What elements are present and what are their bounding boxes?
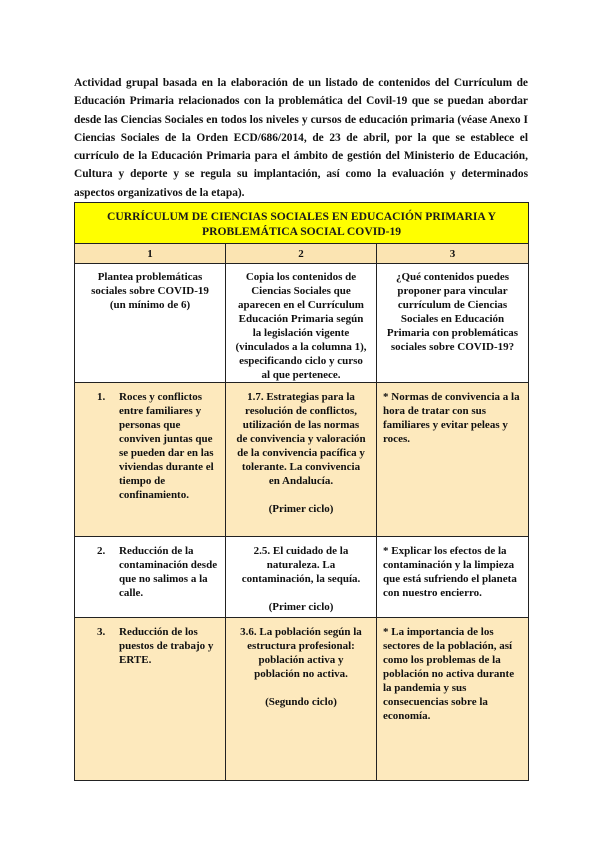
content-text: 3.6. La población según la estructura profesional: población activa y población no activa.: [240, 626, 362, 680]
proposal-text: * Normas de convivencia a la hora de tratar con sus familiares y evitar peleas y roces.: [383, 391, 520, 445]
table-row: [75, 383, 529, 537]
table-title-text: CURRÍCULUM DE CIENCIAS SOCIALES EN EDUCACIÓN PRIMARIA Y PROBLEMÁTICA SOCIAL COVID-19: [107, 210, 496, 238]
column-number-3: 3: [377, 244, 529, 264]
column-header-1: [75, 264, 226, 383]
proposal-cell: [377, 618, 529, 781]
problem-cell: [75, 537, 226, 618]
content-text: 2.5. El cuidado de la naturaleza. La contaminación, la sequía.: [241, 545, 361, 585]
column-number-1: 1: [75, 244, 226, 264]
column-header-3-text: ¿Qué contenidos puedes proponer para vincular currículum de Ciencias Sociales en Educación Primaria con problemáticas sociales sobre COVID-19?: [386, 271, 519, 353]
item-number: 3.: [97, 626, 106, 638]
content-text: 1.7. Estrategias para la resolución de conflictos, utilización de las normas de convivencia y valoración de la convivencia pacífica y tolerante. La convivencia en Andalucía.: [236, 391, 366, 487]
column-header-2-text: Copia los contenidos de Ciencias Sociales que aparecen en el Currículum Educación Primaria según la legislación vigente (vinculados a la columna 1), especificando ciclo y curso al que pertenece.: [235, 271, 367, 381]
column-number-2: 2: [226, 244, 377, 264]
column-header-2: [226, 264, 377, 383]
proposal-text: * La importancia de los sectores de la población, así como los problemas de la población no activa durante la pandemia y sus consecuencias sobre la economía.: [383, 626, 515, 722]
table-row: [75, 618, 529, 781]
table-row: [75, 537, 529, 618]
column-header-1-text: Plantea problemáticas sociales sobre COVID-19 (un mínimo de 6): [91, 271, 209, 311]
cycle-label: (Primer ciclo): [268, 503, 334, 515]
proposal-cell: [377, 537, 529, 618]
curriculum-table: [74, 202, 529, 781]
proposal-cell: [377, 383, 529, 537]
problem-text: Reducción de la contaminación desde que no salimos a la calle.: [119, 545, 218, 599]
item-number: 1.: [97, 391, 106, 403]
problem-cell: [75, 383, 226, 537]
problem-text: Reducción de los puestos de trabajo y ERTE.: [119, 626, 214, 666]
problem-text: Roces y conflictos entre familiares y personas que conviven juntas que se pueden dar en las viviendas durante el tiempo de confinamiento.: [119, 391, 214, 501]
content-cell: [226, 618, 377, 781]
item-number: 2.: [97, 545, 106, 557]
proposal-text: * Explicar los efectos de la contaminación y la limpieza que está sufriendo el planeta con nuestro encierro.: [383, 545, 517, 599]
cycle-label: (Segundo ciclo): [265, 696, 337, 708]
content-cell: [226, 537, 377, 618]
content-cell: [226, 383, 377, 537]
column-header-3: [377, 264, 529, 383]
intro-paragraph: Actividad grupal basada en la elaboración de un listado de contenidos del Currículum de Educación Primaria relacionados con la problemática del Covil-19 que se puedan abordar desde las Ciencias Sociales en todos los niveles y cursos de educación primaria (véase Anexo I Ciencias Sociales de la Orden ECD/686/2014, de 23 de abril, por la que se establece el currículo de la Educación Primaria para el ámbito de gestión del Ministerio de Educación, Cultura y deporte y se regula su implantación, así como la evaluación y determinados aspectos organizativos de la etapa).: [74, 77, 528, 199]
cycle-label: (Primer ciclo): [268, 601, 334, 613]
table-title: [75, 203, 529, 244]
problem-cell: [75, 618, 226, 781]
